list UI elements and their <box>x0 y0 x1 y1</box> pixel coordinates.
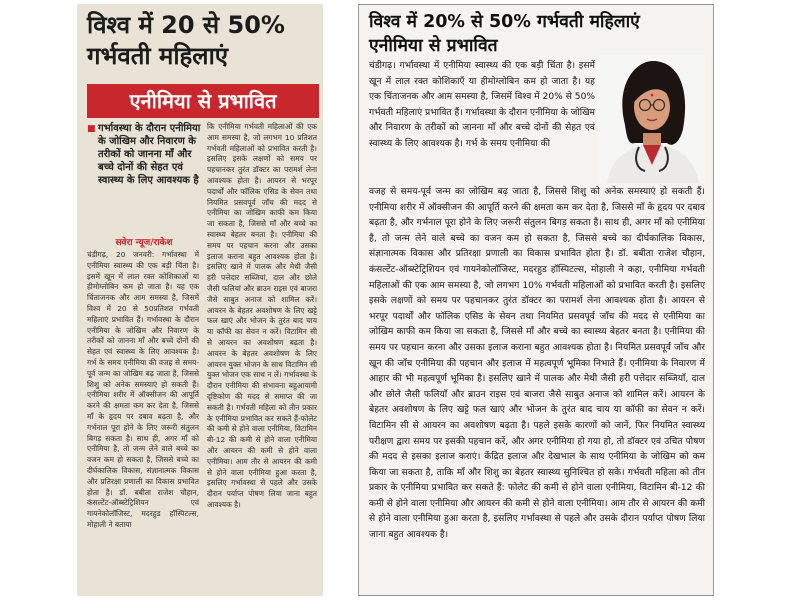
left-headline-line1: विश्व में 20 से 50% <box>87 11 285 39</box>
right-headline <box>369 10 705 58</box>
left-summary: गर्भावस्था के दौरान एनीमिया के जोखिम और निवारण के तरीकों को जानना माँ और बच्चे दोनों की सेहत एवं स्वास्थ्य के लिए आवश्यक है <box>98 123 201 186</box>
right-headline-line2: एनीमिया से प्रभावित <box>369 36 498 56</box>
right-headline-line1: विश्व में 20% से 50% गर्भवती महिलाएं <box>369 12 640 32</box>
portrait-illustration <box>597 55 705 183</box>
left-headline <box>87 10 319 72</box>
right-article-intro: चंडीगढ़। गर्भावस्था में एनीमिया स्वास्थ्य की एक बड़ी चिंता है। इसमें खून में लाल रक्त कोशिकाएँ या हीमोग्लोबिन कम हो जाता है। यह एक चिंताजनक और आम समस्या है, जिसमें विश्व में 20% से 50% गर्भवती महिलाएं प्रभावित हैं। गर्भावस्था के दौरान एनीमिया के जोखिम और निवारण के तरीकों को जानना माँ और बच्चे दोनों की सेहत एवं स्वास्थ्य के लिए आवश्यक है। गर्भ के समय एनीमिया की <box>369 61 595 149</box>
left-headline-line2: गर्भवती महिलाएं <box>87 42 229 70</box>
left-article-column-2: कि एनीमिया गर्भवती महिलाओं की एक आम समस्या है, जो लगभग 10 प्रतिशत गर्भवती महिलाओं को प्रभावित करती है। इसलिए इसके लक्षणों को समय पर पहचानकर तुरंत डॉक्टर का परामर्श लेना आवश्यक होता है। आयरन से भरपूर पदार्थों और फॉलिक एसिड के सेवन तथा नियमित प्रसवपूर्व जाँच की मदद से एनीमिया का जोखिम काफी कम किया जा सकता है, जिससे माँ और बच्चे का स्वास्थ्य बेहतर बनता है। एनीमिया की समय पर पहचान करना और उसका इलाज कराना बहुत आवश्यक होता है। इसलिए खाने में पालक और मेथी जैसी हरी पत्तेदार सब्जियां, दाल और छोले जैसी फलियां और ब्राउन राइस एवं बाजरा जैसे साबुत अनाज को शामिल करें। आयरन के बेहतर अवशोषण के लिए खट्टे फल खाएं और भोजन के तुरंत बाद चाय या कॉफी का सेवन न करें। विटामिन सी से आयरन का अवशोषण बढ़ता है। आयरन के बेहतर अवशोषण के लिए आयरन युक्त भोजन के साथ विटामिन सी युक्त भोजन एक साथ न लें। गर्भावस्था के दौरान एनीमिया की संभावना बहुआयामी दृष्टिकोण की मदद से समाप्त की जा सकती है। गर्भवती महिला को तीन प्रकार के एनीमिया प्रभावित कर सकते हैं-फोलेट की कमी से होने वाला एनीमिया, विटामिन बी-12 की कमी से होने वाला एनीमिया और आयरन की कमी से होने वाला एनीमिया। आम तौर से आयरन की कमी से होने वाला एनीमिया हुआ करता है, इसलिए गर्भावस्था से पहले और उसके दौरान पर्याप्त पोषण लिया जाना बहुत आवश्यक है। <box>207 122 317 509</box>
left-headline-red-banner: एनीमिया से प्रभावित <box>87 84 319 118</box>
right-article-body: वजह से समय-पूर्व जन्म का जोखिम बढ़ जाता है, जिससे शिशु को अनेक समस्याएं हो सकती हैं। एनीमिया शरीर में ऑक्सीजन की आपूर्ति करने की क्षमता कम कर देता है, जिससे माँ के हृदय पर दबाव बढ़ता है, और गर्भनाल पूरा होने के लिए जरूरी संतुलन बिगड़ सकता है। साथ ही, अगर माँ को एनीमिया है, तो जन्म लेने वाले बच्चे का वजन कम हो सकता है, जिससे बच्चे का दीर्घकालिक विकास, संज्ञानात्मक विकास और प्रतिरक्षा प्रणाली का विकास प्रभावित होता है। डॉ. बबीता राजेश चौहान, कंसल्टेंट-ऑब्स्टेट्रिशियन एवं गायनेकोलॉजिस्ट, मदरहुड हॉस्पिटल्स, मोहाली ने कहा, एनीमिया गर्भवती महिलाओं की एक आम समस्या है, जो लगभग 10% गर्भवती महिलाओं को प्रभावित करती है। इसलिए इसके लक्षणों को समय पर पहचानकर तुरंत डॉक्टर का परामर्श लेना आवश्यक होता है। आयरन से भरपूर पदार्थों और फॉलिक एसिड के सेवन तथा नियमित प्रसवपूर्व जाँच की मदद से एनीमिया का जोखिम काफी कम किया जा सकता है, जिससे माँ और बच्चे का स्वास्थ्य बेहतर बनता है। एनीमिया की समय पर पहचान करना और उसका इलाज कराना बहुत आवश्यक होता है। नियमित प्रसवपूर्व जाँच और खून की जाँच एनीमिया की पहचान और इलाज में महत्वपूर्ण भूमिका निभाते हैं। एनीमिया के निवारण में आहार की भी महत्वपूर्ण भूमिका है। इसलिए खाने में पालक और मेथी जैसी हरी पत्तेदार सब्जियाँ, दाल और छोले जैसी फलियाँ और ब्राउन राइस एवं बाजरा जैसे साबुत अनाज को शामिल करें। आयरन के बेहतर अवशोषण के लिए खट्टे फल खाएं और भोजन के तुरंत बाद चाय या कॉफी का सेवन न करें। विटामिन सी से आयरन का अवशोषण बढ़ता है। पहले इसके कारणों को जानें, फिर नियमित स्वास्थ्य परीक्षण द्वारा समय पर इसकी पहचान करें, और अगर एनीमिया हो गया हो, तो डॉक्टर एवं उचित पोषण की मदद से इसका इलाज कराएं। केंद्रित इलाज और देखभाल के साथ एनीमिया के जोखिम को कम किया जा सकता है, ताकि माँ और शिशु का बेहतर स्वास्थ्य सुनिश्चित हो सके। गर्भवती महिला को तीन प्रकार के एनीमिया प्रभावित कर सकते हैं: फोलेट की कमी से होने वाला एनीमिया, विटामिन बी-12 की कमी से होने वाला एनीमिया और आयरन की कमी से होने वाला एनीमिया। आम तौर से आयरन की कमी से होने वाला एनीमिया हुआ करता है, इसलिए गर्भावस्था से पहले और उसके दौरान पर्याप्त पोषण लिया जाना बहुत आवश्यक है। <box>369 187 705 541</box>
right-news-clipping <box>358 4 714 596</box>
left-byline: सवेरा न्यूज/राकेश <box>115 238 173 248</box>
bullet-square-icon: ■ <box>87 124 96 134</box>
left-news-clipping <box>77 4 323 596</box>
doctor-portrait-photo <box>597 55 705 183</box>
left-article-column-1: चंडीगढ़, 20 जनवरी: गर्भावस्था में एनीमिया स्वास्थ्य की एक बड़ी चिंता है। इसमें खून में लाल रक्त कोशिकाओं या हीमोग्लोबिन कम हो जाता है। यह एक चिंताजनक और आम समस्या है, जिसमें विश्व में 20 से 50प्रतिशत गर्भवती महिलाएं प्रभावित हैं। गर्भावस्था के दौरान एनीमिया के जोखिम और निवारण के तरीकों को जानना माँ और बच्चे दोनों की सेहत एवं स्वास्थ्य के लिए आवश्यक है। गर्भ के समय एनीमिया की वजह से समय-पूर्व जन्म का जोखिम बढ़ जाता है, जिससे शिशु को अनेक समस्याएं हो सकती हैं। एनीमिया शरीर में ऑक्सीजन की आपूर्ति करने की क्षमता कम कर देता है, जिससे माँ के हृदय पर दबाव बढ़ता है, और गर्भनाल पूरा होने के लिए जरूरी संतुलन बिगड़ सकता है। साथ ही, अगर माँ को एनीमिया है, तो जन्म लेने वाले बच्चे का वजन कम हो सकता है, जिससे बच्चे का दीर्घकालिक विकास, संज्ञानात्मक विकास और प्रतिरक्षा प्रणाली का विकास प्रभावित होता है। डॉ. बबीता राजेश चौहान, कंसल्टेंट-ऑब्स्टेट्रिशियन एवं गायनेकोलॉजिस्ट, मदरहुड हॉस्पिटल्स, मोहाली ने बताया <box>87 250 199 529</box>
